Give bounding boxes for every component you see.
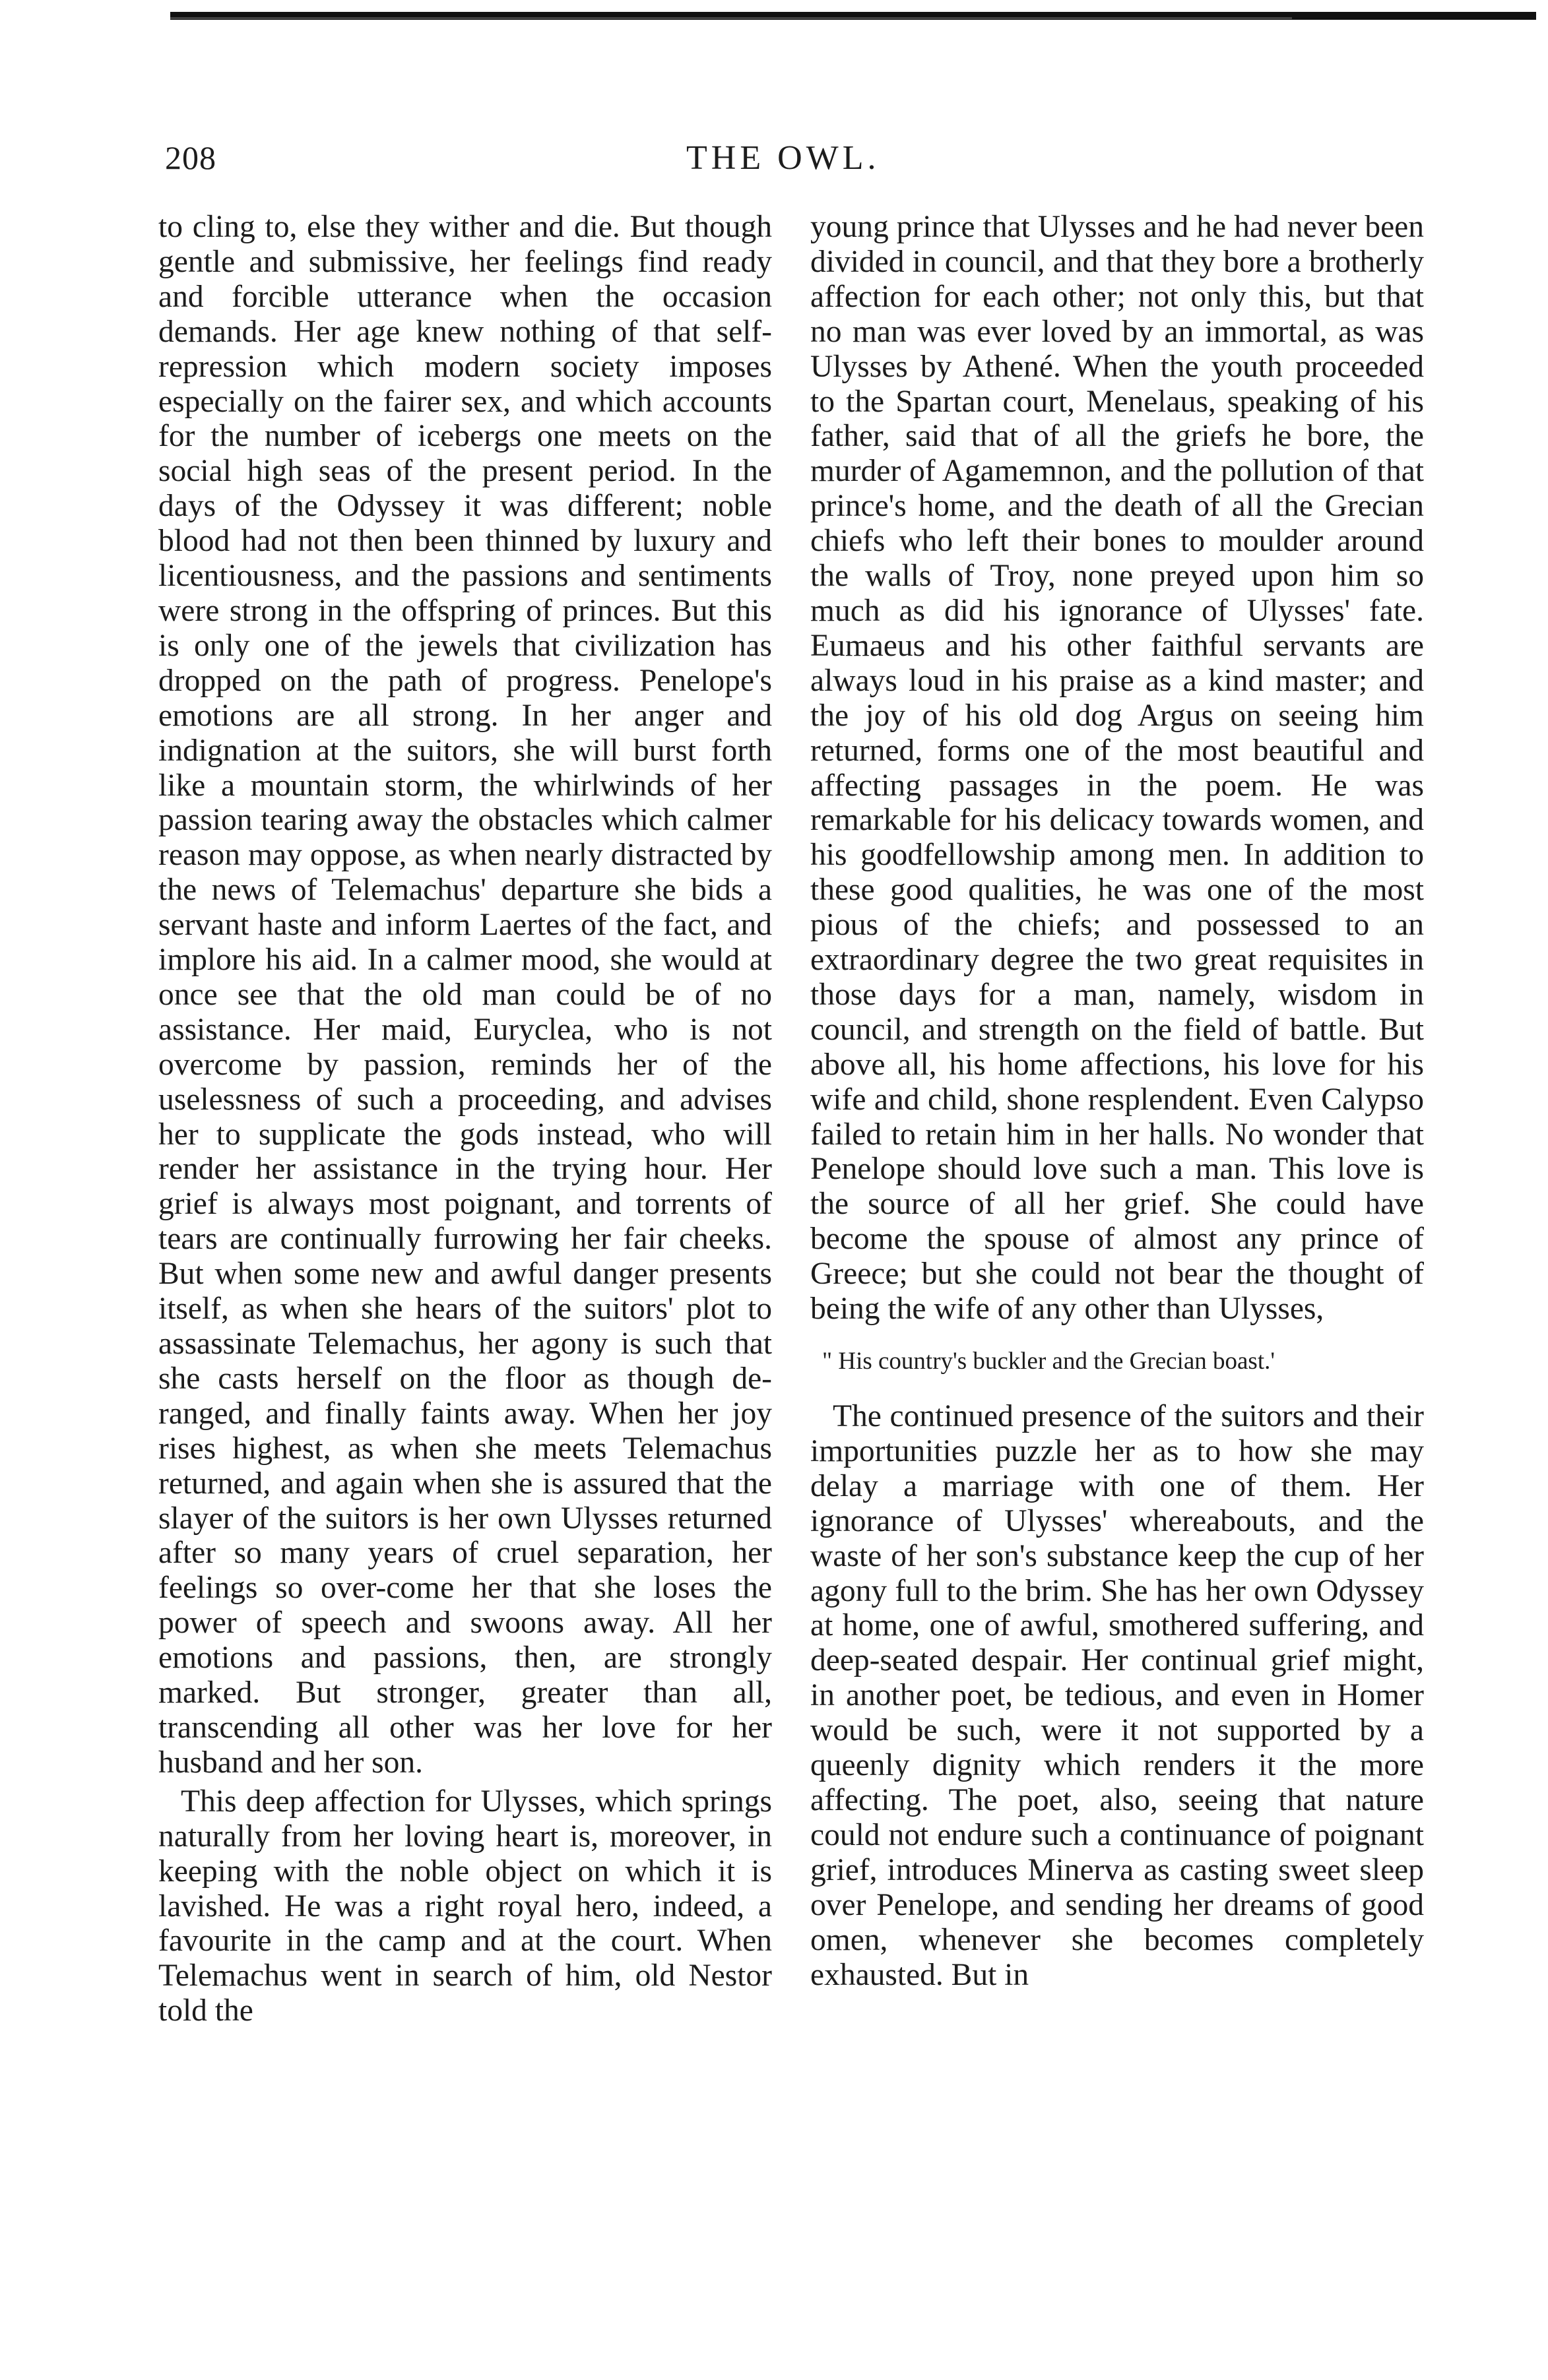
right-column (810, 210, 1424, 1992)
block-quote: " His country's buckler and the Grecian boast.' (822, 1348, 1275, 1375)
right-paragraph-1: young prince that Ulysses and he had never been divided in council, and that they bore a brotherly affection for each other; not only this, but that no man was ever loved by an immortal, as was Ulysses by Athené. When the youth proceeded to the Spartan court, Menelaus, speaking of his father, said that of all the griefs he bore, the murder of Agamemnon, and the pollution of that prince's home, and the death of all the Grecian chiefs who left their bones to moulder around the walls of Troy, none preyed upon him so much as did his ignorance of Ulysses' fate. Eumaeus and his other faithful servants are always loud in his praise as a kind master; and the joy of his old dog Argus on seeing him returned, forms one of the most beautiful and affecting passages in the poem. He was remarkable for his delicacy towards women, and his goodfellowship among men. In addition to these good qualities, he was one of the most pious of the chiefs; and possessed to an extraordinary degree the two great requisites in those days for a man, namely, wisdom in council, and strength on the field of battle. But above all, his home affections, his love for his wife and child, shone resplendent. Even Calypso failed to retain him in her halls. No wonder that Penelope should love such a man. This love is the source of all her grief. She could have become the spouse of almost any prince of Greece; but she could not bear the thought of being the wife of any other than Ulysses, (810, 210, 1424, 1327)
page-number: 208 (165, 139, 216, 176)
left-paragraph-1: to cling to, else they wither and die. But though gentle and submissive, her feelings find ready and forcible utterance when the occasion demands. Her age knew nothing of that self-repression which modern society imposes especially on the fairer sex, and which accounts for the number of icebergs one meets on the social high seas of the present period. In the days of the Odyssey it was different; noble blood had not then been thinned by luxury and licentiousness, and the passions and sentiments were strong in the offspring of princes. But this is only one of the jewels that civilization has dropped on the path of progress. Penelope's emotions are all strong. In her anger and indignation at the suitors, she will burst forth like a mountain storm, the whirlwinds of her passion tearing away the obstacles which calmer reason may oppose, as when nearly distracted by the news of Telemachus' departure she bids a servant haste and inform Laertes of the fact, and implore his aid. In a calmer mood, she would at once see that the old man could be of no assistance. Her maid, Euryclea, who is not overcome by passion, reminds her of the uselessness of such a proceeding, and advises her to supplicate the gods instead, who will render her assistance in the trying hour. Her grief is always most poignant, and torrents of tears are continually furrowing her fair cheeks. But when some new and awful danger presents itself, as when she hears of the suitors' plot to assassinate Telemachus, her agony is such that she casts herself on the floor as though deranged, and finally faints away. When her joy rises highest, as when she meets Telemachus returned, and again when she is assured that the slayer of the suitors is her own Ulysses returned after so many years of cruel separation, her feelings so over-come her that she loses the power of speech and swoons away. All her emotions and passions, then, are strongly marked. But stronger, greater than all, transcending all other was her love for her husband and her son. (158, 210, 772, 1780)
journal-title: THE OWL. (686, 139, 880, 177)
left-paragraph-2: This deep affection for Ulysses, which springs naturally from her loving heart is, moreover, in keeping with the noble object on which it is lavished. He was a right royal hero, indeed, a favourite in the camp and at the court. When Telemachus went in search of him, old Nestor told the (158, 1784, 772, 2028)
left-column (158, 210, 772, 2028)
top-rule-thin (170, 17, 1292, 19)
right-paragraph-2: The continued presence of the suitors and their importunities puzzle her as to how she may delay a marriage with one of them. Her ignorance of Ulysses' whereabouts, and the waste of her son's substance keep the cup of her agony full to the brim. She has her own Odyssey at home, one of awful, smothered suffering, and deep-seated despair. Her continual grief might, in another poet, be tedious, and even in Homer would be such, were it not supported by a queenly dignity which renders it the more affecting. The poet, also, seeing that nature could not endure such a continuance of poignant grief, introduces Minerva as casting sweet sleep over Penelope, and sending her dreams of good omen, whenever she becomes completely exhausted. But in (810, 1399, 1424, 1992)
running-head (0, 139, 1548, 191)
